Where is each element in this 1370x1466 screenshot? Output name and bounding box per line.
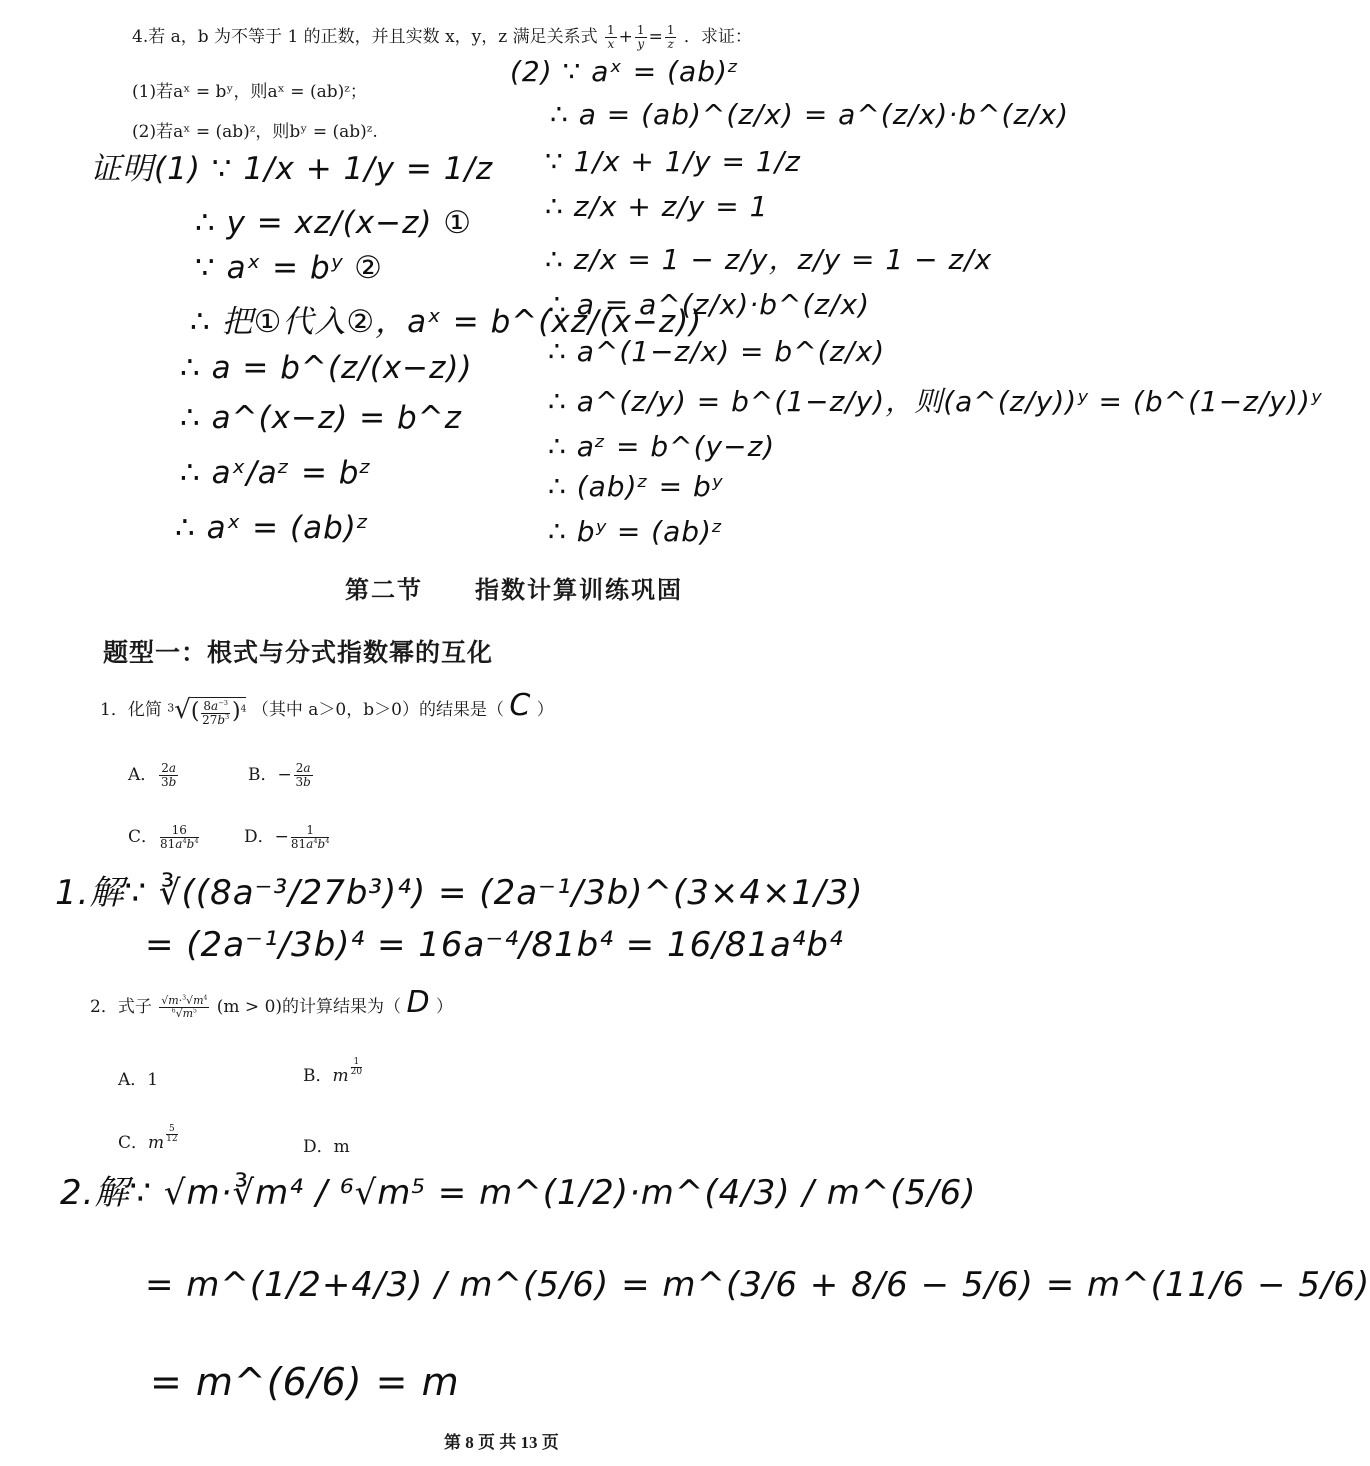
question-1-option-d (244, 822, 331, 851)
question-1-solution-line-1: 1.解∵ ∛((8a⁻³/27b³)⁴) = (2a⁻¹/3b)^(3×4×1/3) (55, 873, 864, 913)
option-c-label: C． (128, 827, 159, 847)
problem-4-stem: 4.若 a，b 为不等于 1 的正数，并且实数 x，y，z 满足关系式 $\frac{1}{x}$ + $\frac{1}{y}$ = $\frac{1}{z}$ ．求证： (132, 23, 752, 51)
proof-right-line-6: ∴ a = a^(z/x)·b^(z/x) (548, 288, 870, 321)
proof-left-line-3: ∵ aˣ = bʸ ② (195, 250, 383, 286)
page-footer: 第 8 页 共 13 页 (444, 1433, 559, 1452)
proof-right-line-10: ∴ (ab)ᶻ = bʸ (548, 470, 724, 503)
fraction-1-over-y: $\frac{1}{y}$ (636, 23, 645, 51)
q2-option-b-label: B． (303, 1066, 333, 1087)
fraction-1-over-z: $\frac{1}{z}$ (666, 23, 675, 51)
proof-right-line-1: (2) ∵ aˣ = (ab)ᶻ (510, 55, 740, 88)
question-2-fraction: $\frac{√m\cdot^3√m^4}{^6√m^5}$ (161, 994, 208, 1020)
question-1-option-b (248, 760, 315, 789)
question-2-prefix: 2．式子 (90, 997, 152, 1017)
q2-option-c-exponent: $\frac{5}{12}$ (166, 1124, 178, 1145)
option-b-fraction: $\frac{2a}{3b}$ (295, 761, 311, 789)
proof-left-line-6: ∴ a^(x−z) = b^z (180, 400, 462, 436)
question-1-close: ） (536, 700, 554, 720)
proof-right-line-5: ∴ z/x = 1 − z/y，z/y = 1 − z/x (545, 243, 993, 276)
proof-left-line-4: ∴ 把①代入②，aˣ = b^(xz/(x−z)) (190, 304, 703, 340)
option-b-label: B．− (248, 765, 292, 785)
problem-4-part2: (2)若aˣ = (ab)ᶻ，则bʸ = (ab)ᶻ. (132, 122, 378, 142)
option-a-label: A． (128, 765, 158, 785)
question-1-stem (100, 688, 554, 726)
option-d-fraction: $\frac{1}{81a^4b^4}$ (290, 823, 330, 851)
fraction-1-over-x: $\frac{1}{x}$ (607, 23, 615, 51)
question-1-prefix: 1．化简 (100, 700, 162, 720)
option-a-fraction: $\frac{2a}{3b}$ (161, 761, 177, 789)
question-2-solution-line-2: = m^(1/2+4/3) / m^(5/6) = m^(3/6 + 8/6 − 5/6) = m^(11/6 − 5/6) (145, 1265, 1370, 1305)
question-2-option-b: B．m $\frac{1}{20}$ (303, 1057, 363, 1087)
option-c-fraction: $\frac{16}{81a^4b^4}$ (160, 823, 199, 851)
proof-right-line-3: ∵ 1/x + 1/y = 1/z (545, 145, 801, 178)
proof-left-line-7: ∴ aˣ/aᶻ = bᶻ (180, 455, 372, 491)
question-1-answer-mark: C (509, 688, 532, 723)
proof-right-line-4: ∴ z/x + z/y = 1 (545, 190, 769, 223)
proof-right-line-8: ∴ a^(z/y) = b^(1−z/y)，则(a^(z/y))ʸ = (b^(1−z/y))ʸ (548, 385, 1323, 418)
question-2-answer-mark: D (406, 985, 431, 1020)
question-2-solution-line-3: = m^(6/6) = m (150, 1360, 460, 1404)
question-2-suffix: (m > 0)的计算结果为（ (216, 997, 402, 1017)
proof-left-line-8: ∴ aˣ = (ab)ᶻ (175, 510, 370, 546)
proof-right-line-2: ∴ a = (ab)^(z/x) = a^(z/x)·b^(z/x) (550, 98, 1070, 131)
proof-right-line-11: ∴ bʸ = (ab)ᶻ (548, 515, 724, 548)
problem-4-part1: (1)若aˣ = bʸ，则aˣ = (ab)ᶻ； (132, 82, 367, 102)
proof-left-line-1: 证明(1) ∵ 1/x + 1/y = 1/z (90, 151, 494, 187)
question-2-solution-line-1: 2.解∵ √m·∛m⁴ / ⁶√m⁵ = m^(1/2)·m^(4/3) / m^(5/6) (60, 1173, 977, 1213)
question-1-option-c (128, 822, 201, 851)
type-title: 题型一：根式与分式指数幂的互化 (103, 638, 494, 667)
q2-option-c-label: C． (118, 1133, 149, 1154)
proof-left-line-2: ∴ y = xz/(x−z) ① (195, 205, 473, 241)
question-1-suffix: （其中 a＞0，b＞0）的结果是（ (251, 700, 504, 720)
proof-left-line-5: ∴ a = b^(z/(x−z)) (180, 350, 473, 386)
section-title: 第二节 指数计算训练巩固 (345, 576, 683, 604)
question-2-stem (90, 985, 453, 1020)
problem-4-stem-text: 4.若 a，b 为不等于 1 的正数，并且实数 x，y，z 满足关系式 (132, 27, 598, 47)
option-d-label: D．− (244, 827, 289, 847)
question-1-option-a (128, 760, 180, 789)
proof-right-line-7: ∴ a^(1−z/x) = b^(z/x) (548, 335, 886, 368)
question-2-option-d: D．m (303, 1137, 350, 1157)
proof-right-line-9: ∴ aᶻ = b^(y−z) (548, 430, 776, 463)
question-2-option-c: C．m $\frac{5}{12}$ (118, 1124, 178, 1154)
problem-4-stem-tail: ．求证： (683, 27, 752, 47)
question-1-solution-line-2: = (2a⁻¹/3b)⁴ = 16a⁻⁴/81b⁴ = 16/81a⁴b⁴ (145, 925, 844, 965)
question-2-close: ） (435, 997, 453, 1017)
q2-option-b-exponent: $\frac{1}{20}$ (350, 1057, 363, 1078)
question-2-option-a: A．1 (118, 1070, 159, 1090)
question-1-radical: $^3$√( $\frac{8a^{-3}}{27b^3}$ )$^4$ (167, 694, 247, 727)
